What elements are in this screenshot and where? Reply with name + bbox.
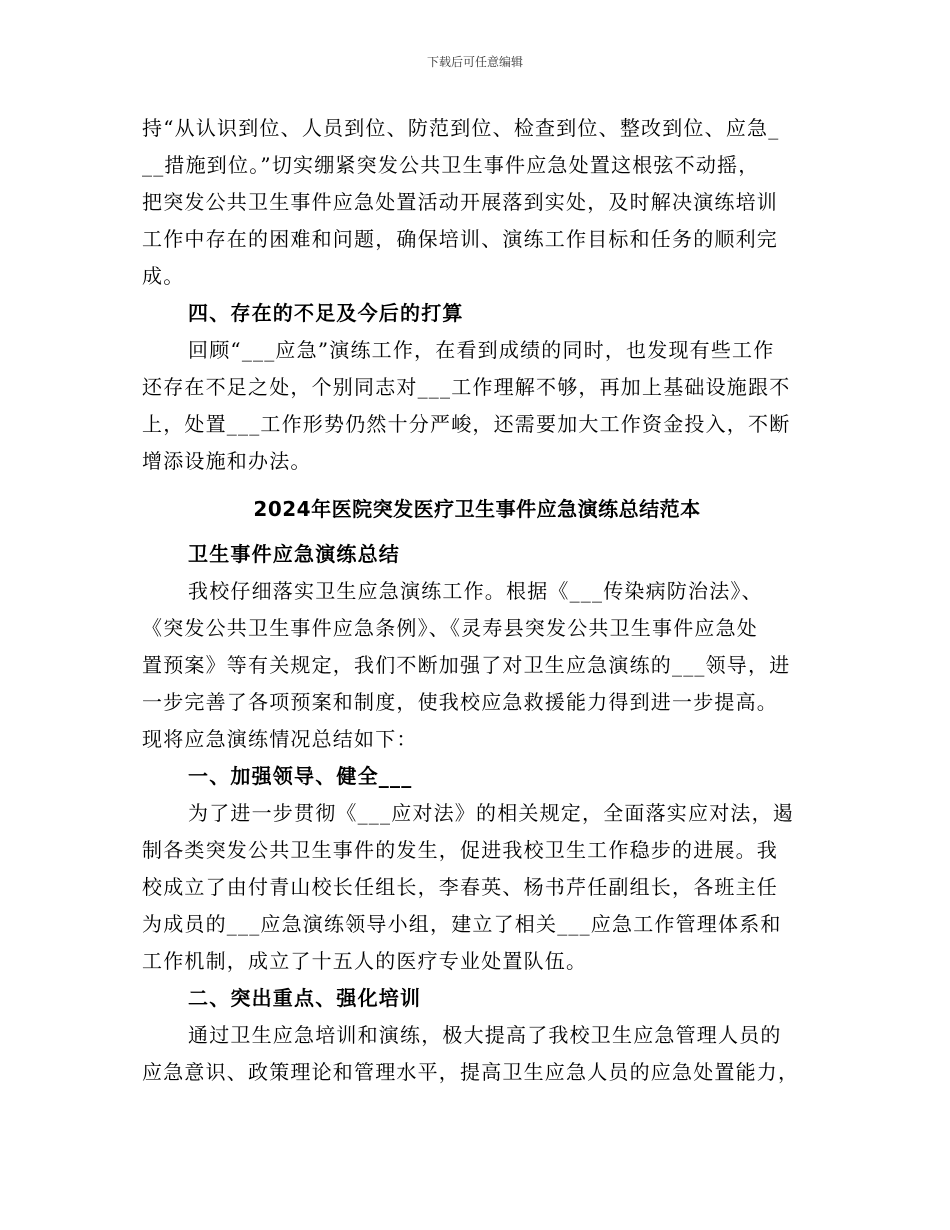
paragraph-intro (142, 573, 812, 758)
text-line: 置预案》等有关规定，我们不断加强了对卫生应急演练的___领导，进 (142, 653, 791, 677)
text-line: 应急意识、政策理论和管理水平，提高卫生应急人员的应急处置能力， (142, 1060, 800, 1084)
paragraph-leadership (142, 795, 812, 980)
section-heading-training: 二、突出重点、强化培训 (188, 986, 422, 1010)
text-line: 通过卫生应急培训和演练，极大提高了我校卫生应急管理人员的 (188, 1023, 782, 1047)
text-line: 一步完善了各项预案和制度，使我校应急救援能力得到进一步提高。 (142, 690, 778, 714)
document-body (142, 110, 812, 1091)
text-line: 成。 (142, 264, 185, 288)
text-line: 还存在不足之处，个别同志对___工作理解不够，再加上基础设施跟不 (142, 375, 791, 399)
page-header: 下载后可任意编辑 (426, 55, 523, 69)
paragraph-review (142, 332, 812, 480)
text-line: 制各类突发公共卫生事件的发生，促进我校卫生工作稳步的进展。我 (142, 838, 778, 862)
text-line: 为成员的___应急演练领导小组，建立了相关___应急工作管理体系和 (142, 912, 782, 936)
text-line: __措施到位。”切实绷紧突发公共卫生事件应急处置这根弦不动摇， (142, 153, 760, 177)
text-line: 持“从认识到位、人员到位、防范到位、检查到位、整改到位、应急_ (142, 116, 780, 140)
text-line: 我校仔细落实卫生应急演练工作。根据《___传染病防治法》、 (188, 579, 763, 603)
paragraph-training (142, 1017, 812, 1091)
text-line: 为了进一步贯彻《___应对法》的相关规定，全面落实应对法，遏 (188, 801, 794, 825)
text-line: 工作中存在的困难和问题，确保培训、演练工作目标和任务的顺利完 (142, 227, 778, 251)
text-line: 回顾“___应急”演练工作，在看到成绩的同时，也发现有些工作 (188, 338, 775, 362)
text-line: 工作机制，成立了十五人的医疗专业处置队伍。 (142, 949, 588, 973)
text-line: 《突发公共卫生事件应急条例》、《灵寿县突发公共卫生事件应急处 (142, 616, 758, 640)
document-title: 2024年医院突发医疗卫生事件应急演练总结范本 (253, 497, 701, 521)
section-heading-leadership: 一、加强领导、健全___ (188, 764, 413, 788)
text-line: 上，处置___工作形势仍然十分严峻，还需要加大工作资金投入，不断 (142, 412, 791, 436)
text-line: 把突发公共卫生事件应急处置活动开展落到实处，及时解决演练培训 (142, 190, 778, 214)
section-heading-shortcomings: 四、存在的不足及今后的打算 (188, 301, 464, 325)
text-line: 校成立了由付青山校长任组长，李春英、杨书芹任副组长，各班主任 (142, 875, 778, 899)
document-subtitle: 卫生事件应急演练总结 (188, 542, 400, 566)
paragraph-continuation (142, 110, 812, 295)
text-line: 增添设施和办法。 (142, 449, 312, 473)
text-line: 现将应急演练情况总结如下： (142, 727, 418, 751)
